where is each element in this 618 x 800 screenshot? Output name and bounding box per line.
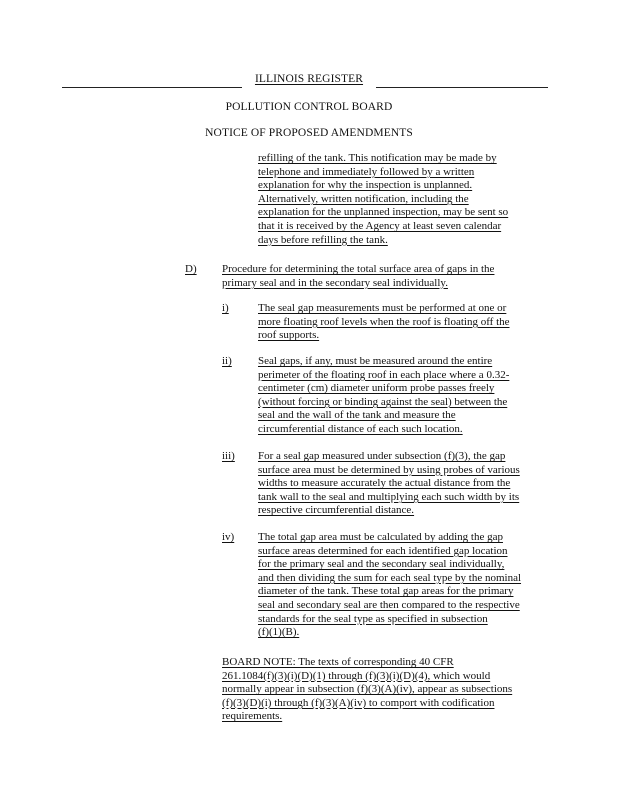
text-line: perimeter of the floating roof in each place where a 0.32- — [258, 368, 510, 381]
header-rule-left — [62, 87, 242, 88]
text-line: BOARD NOTE: The texts of corresponding 40 CFR — [222, 656, 454, 668]
text-line: for the primary seal and the secondary seal individually, — [258, 558, 505, 571]
item-iii-label: iii) — [222, 450, 235, 462]
text-line: requirements. — [222, 710, 283, 723]
section-d-label: D) — [185, 263, 197, 275]
text-line: Seal gaps, if any, must be measured around the entire — [258, 355, 493, 367]
item-i-text — [258, 302, 510, 343]
text-line: seal and the wall of the tank and measure the — [258, 409, 456, 422]
board-note — [222, 656, 512, 724]
register-title: ILLINOIS REGISTER — [254, 73, 364, 85]
text-line: and then dividing the sum for each seal type by the nominal — [258, 571, 522, 584]
text-line: normally appear in subsection (f)(3)(A)(iv), appear as subsections — [222, 683, 513, 696]
text-line: respective circumferential distance. — [258, 504, 415, 517]
item-iv-text — [258, 531, 521, 640]
notice-title: NOTICE OF PROPOSED AMENDMENTS — [205, 127, 413, 139]
item-iii-text — [258, 450, 520, 518]
item-ii-label: ii) — [222, 355, 232, 367]
text-line: diameter of the tank. These total gap areas for the primary — [258, 585, 514, 598]
text-line: 261.1084(f)(3)(i)(D)(1) through (f)(3)(i)(D)(4), which would — [222, 669, 491, 682]
text-line: (f)(3)(D)(i) through (f)(3)(A)(iv) to comport with codification — [222, 696, 495, 709]
text-line: (without forcing or binding against the seal) between the — [258, 395, 508, 408]
board-name: POLLUTION CONTROL BOARD — [225, 101, 393, 113]
item-i-label: i) — [222, 302, 229, 314]
text-line: standards for the seal type as specified in subsection — [258, 612, 488, 625]
text-line: surface areas determined for each identified gap location — [258, 544, 508, 557]
text-line: more floating roof levels when the roof is floating off the — [258, 315, 510, 328]
text-line: circumferential distance of each such location. — [258, 422, 463, 435]
item-ii-text — [258, 355, 509, 437]
text-line: centimeter (cm) diameter uniform probe passes freely — [258, 382, 495, 395]
continuation-paragraph — [258, 152, 508, 247]
text-line: telephone and immediately followed by a written — [258, 165, 475, 178]
text-line: roof supports. — [258, 329, 320, 342]
text-line: refilling of the tank. This notification may be made by — [258, 152, 497, 164]
text-line: widths to measure accurately the actual distance from the — [258, 477, 511, 490]
text-line: surface area must be determined by using probes of various — [258, 463, 520, 476]
text-line: (f)(1)(B). — [258, 626, 300, 639]
text-line: explanation for the unplanned inspection, may be sent so — [258, 206, 509, 219]
text-line: days before refilling the tank. — [258, 233, 388, 246]
text-line: explanation for why the inspection is unplanned. — [258, 179, 473, 192]
text-line: Alternatively, written notification, including the — [258, 192, 469, 205]
text-line: The total gap area must be calculated by adding the gap — [258, 531, 503, 543]
text-line: For a seal gap measured under subsection (f)(3), the gap — [258, 450, 506, 462]
header-rule-right — [376, 87, 548, 88]
section-d-heading — [222, 263, 494, 290]
text-line: that it is received by the Agency at least seven calendar — [258, 219, 502, 232]
text-line: seal and secondary seal are then compared to the respective — [258, 598, 520, 611]
text-line: Procedure for determining the total surface area of gaps in the — [222, 263, 495, 275]
text-line: primary seal and in the secondary seal individually. — [222, 276, 448, 289]
text-line: The seal gap measurements must be performed at one or — [258, 302, 507, 314]
text-line: tank wall to the seal and multiplying each such width by its — [258, 490, 520, 503]
item-iv-label: iv) — [222, 531, 235, 543]
